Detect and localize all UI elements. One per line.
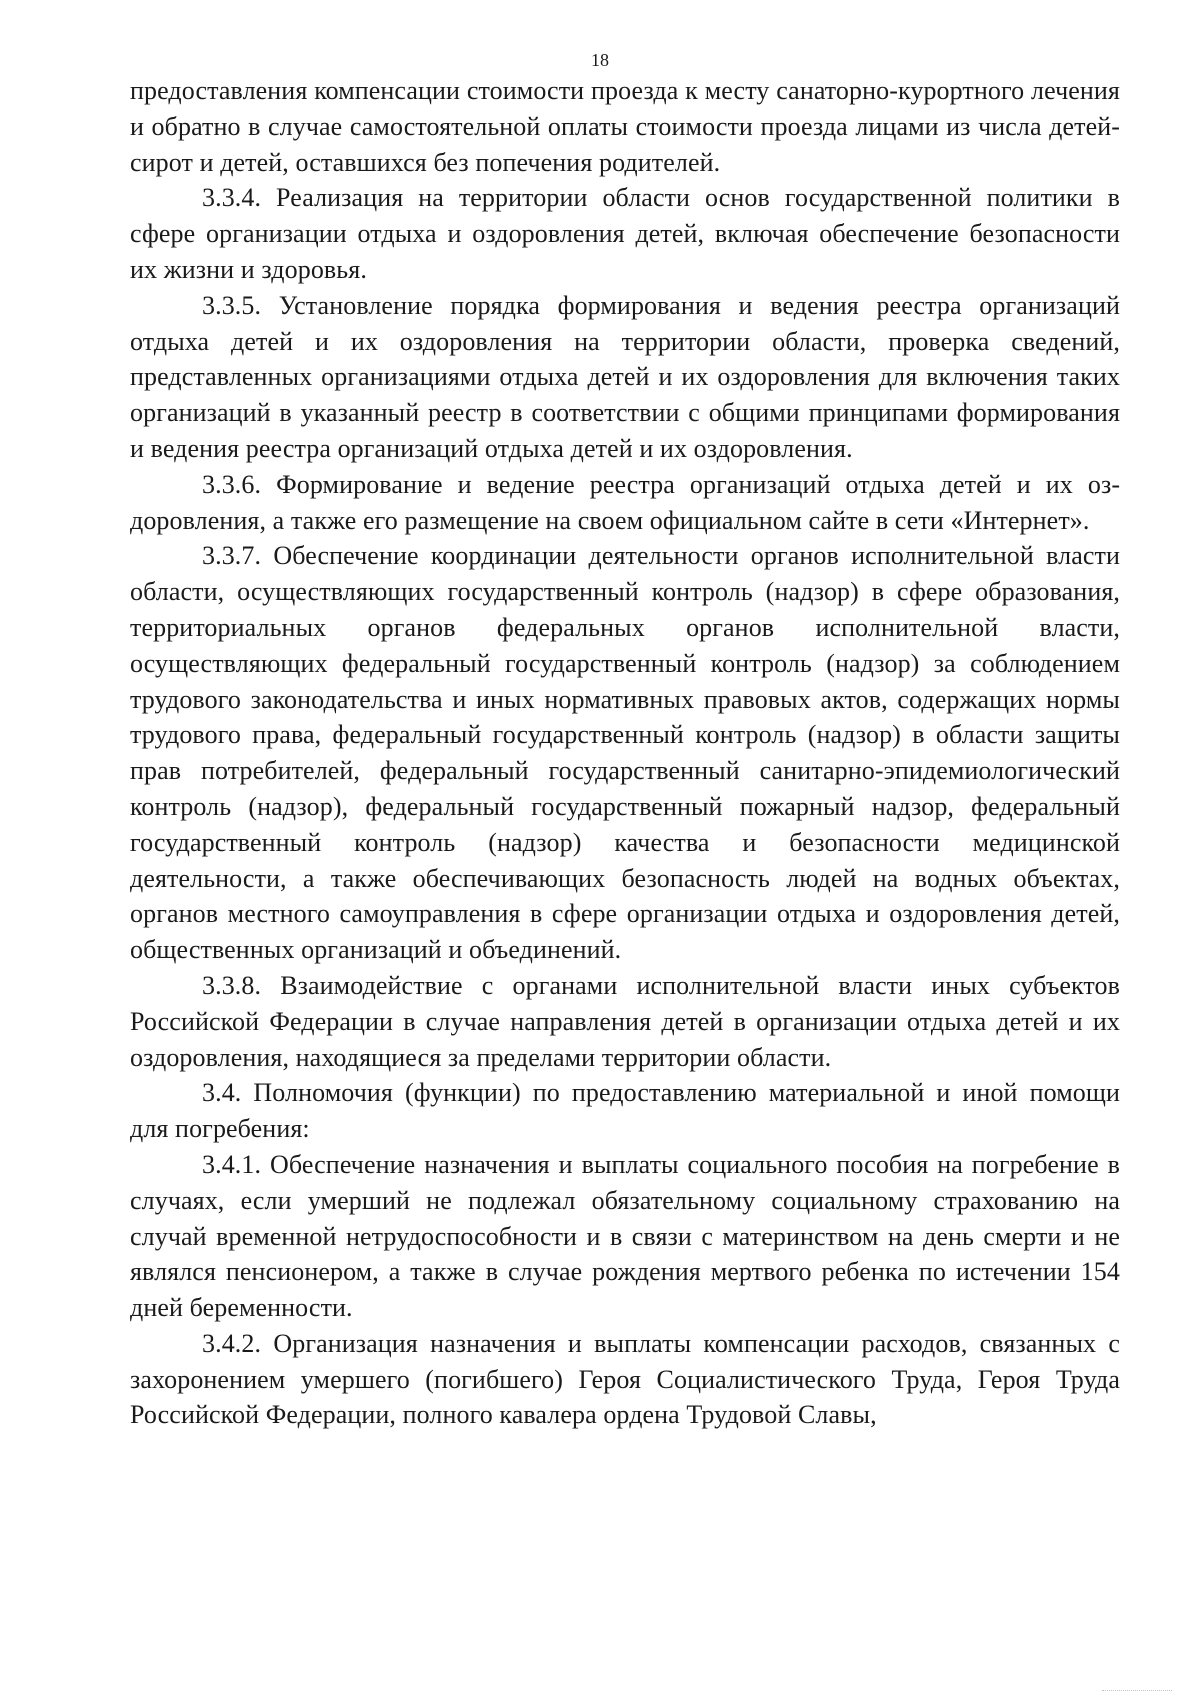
paragraph-3-4: 3.4. Полномочия (функции) по предоставлению материальной и иной помощи для погребения: bbox=[130, 1078, 1120, 1144]
document-body bbox=[130, 73, 1120, 1433]
paragraph-3-3-4: 3.3.4. Реализация на территории области основ государственной политики в сфере организации отдыха и оздоровления детей, включая обеспечение безопасности их жизни и здоровья. bbox=[130, 183, 1120, 284]
scan-artifact bbox=[1102, 1682, 1172, 1691]
paragraph-3-3-8: 3.3.8. Взаимодействие с органами исполнительной власти иных субъектов Российской Федерации в случае направления детей в организации отдыха детей и их оздоровления, находящиеся за пределами территории области. bbox=[130, 970, 1120, 1072]
paragraph-3-4-2: 3.4.2. Организация назначения и выплаты компенсации расходов, связанных с захоронением умершего (погибшего) Героя Социалистического Труда, Героя Труда Российской Федерации, полного кавалера ордена Трудовой Славы, bbox=[130, 1328, 1120, 1430]
paragraph-continuation: предоставления компенсации стоимости проезда к месту санаторно-курортного лечения и обратно в случае самостоятельной оплаты стоимости проезда лицами из числа детей-сирот и детей, оставшихся без попечения родителей. bbox=[130, 76, 1120, 177]
paragraph-3-3-5: 3.3.5. Установление порядка формирования и ведения реестра организаций отдыха детей и их оздоровления на территории области, проверка сведений, представленных организациями отдыха детей и их оздоровления для включения таких организаций в указанный реестр в соответствии с общими принципами формирования и ведения реестра организаций отдыха детей и их оздоровления. bbox=[130, 290, 1120, 463]
paragraph-3-3-6: 3.3.6. Формирование и ведение реестра организаций отдыха детей и их оздоровления, а также его размещение на своем официальном сайте в сети «Интернет». bbox=[130, 469, 1120, 535]
paragraph-3-3-7: 3.3.7. Обеспечение координации деятельности органов исполнительной власти области, осуществляющих государственный контроль (надзор) в сфере образования, территориальных органов федеральных органов исполнительной власти, осуществляющих федеральный государственный контроль (надзор) за соблюдением трудового законодательства и иных нормативных правовых актов, содержащих нормы трудового права, федеральный государственный контроль (надзор) в области защиты прав потребителей, федеральный государственный санитарно-эпидемиологический контроль (надзор), федеральный государственный пожарный надзор, федеральный государственный контроль (надзор) качества и безопасности медицинской деятельности, а также обеспечивающих безопасность людей на водных объектах, органов местного самоуправления в сфере организации отдыха и оздоровления детей, общественных организаций и объединений. bbox=[130, 541, 1120, 965]
page-number: 18 bbox=[591, 50, 609, 70]
paragraph-3-4-1: 3.4.1. Обеспечение назначения и выплаты социального пособия на погребение в случаях, если умерший не подлежал обязательному социальному страхованию на случай временной нетрудоспособности и в связи с материнством на день смерти и не являлся пенсионером, а также в случае рождения мертвого ребенка по истечении 154 дней беременности. bbox=[130, 1149, 1120, 1323]
